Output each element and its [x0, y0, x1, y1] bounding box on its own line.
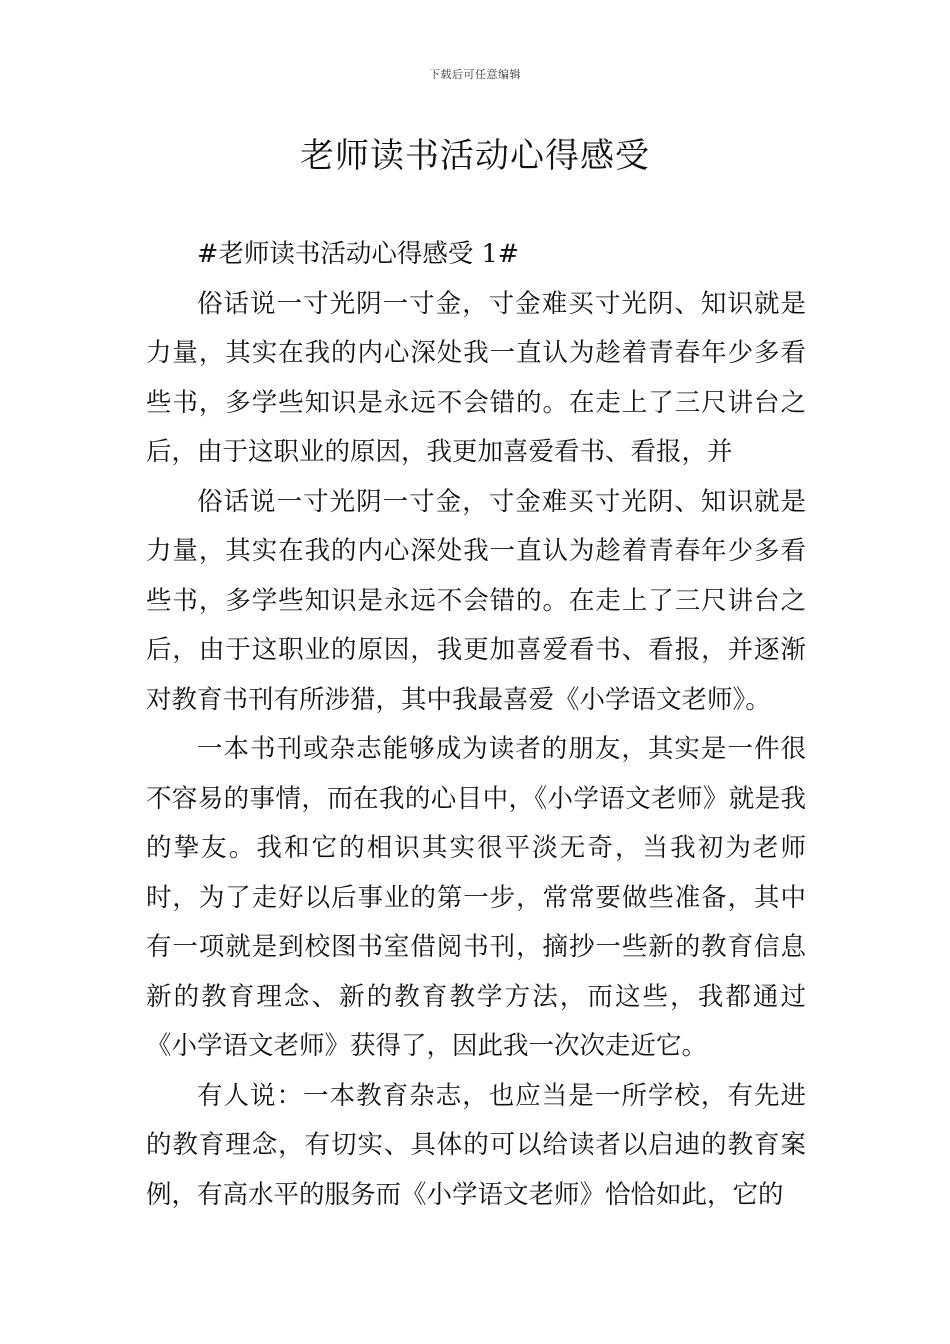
paragraph: 一本书刊或杂志能够成为读者的朋友，其实是一件很不容易的事情，而在我的心目中，《小学语文老师》就是我的挚友。我和它的相识其实很平淡无奇，当我初为老师时，为了走好以后事业的第一步，常常要做些准备，其中有一项就是到校图书室借阅书刊，摘抄一些新的教育信息新的教育理念、新的教育教学方法，而这些，我都通过《小学语文老师》获得了，因此我一次次走近它。	[146, 734, 806, 1061]
paragraph: 俗话说一寸光阴一寸金，寸金难买寸光阴、知识就是力量，其实在我的内心深处我一直认为趁着青春年少多看些书，多学些知识是永远不会错的。在走上了三尺讲台之后，由于这职业的原因，我更加喜爱看书、看报，并	[146, 288, 806, 467]
document-body	[146, 230, 806, 1220]
paragraph: 有人说：一本教育杂志，也应当是一所学校，有先进的教育理念，有切实、具体的可以给读者以启迪的教育案例，有高水平的服务而《小学语文老师》恰恰如此，它的	[146, 1080, 806, 1210]
paragraph: 俗话说一寸光阴一寸金，寸金难买寸光阴、知识就是力量，其实在我的内心深处我一直认为趁着青春年少多看些书，多学些知识是永远不会错的。在走上了三尺讲台之后，由于这职业的原因，我更加喜爱看书、看报，并逐渐对教育书刊有所涉猎，其中我最喜爱《小学语文老师》。	[146, 486, 806, 715]
header-note: 下载后可任意编辑	[429, 68, 521, 81]
document-title: 老师读书活动心得感受	[300, 136, 650, 176]
section-heading: #老师读书活动心得感受 1#	[197, 239, 520, 269]
